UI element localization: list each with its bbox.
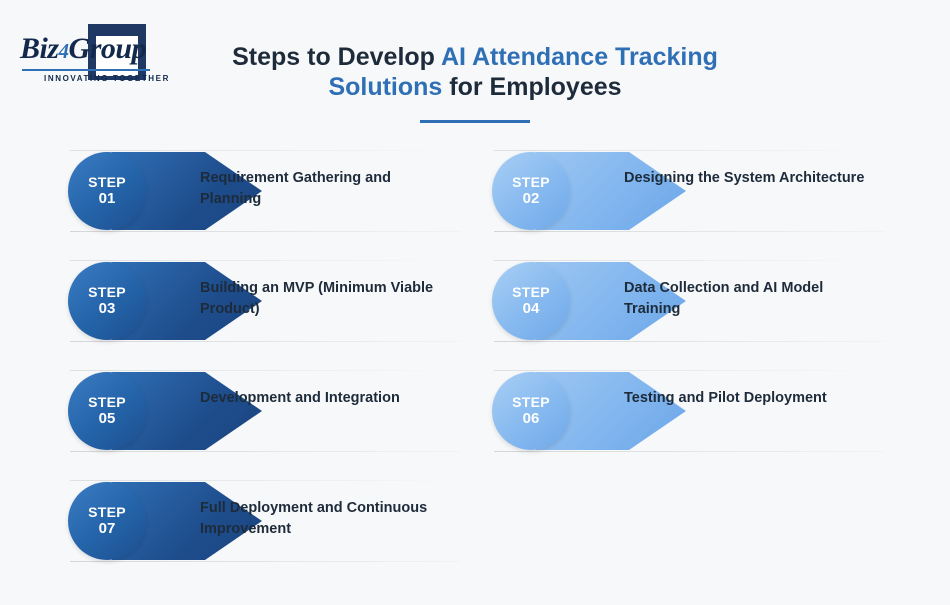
- step-title: Building an MVP (Minimum Viable Product): [200, 280, 434, 317]
- step-badge-number: 04: [522, 300, 540, 318]
- step-baseline: [70, 341, 460, 342]
- step-badge-number: 06: [522, 410, 540, 428]
- logo-tagline: INNOVATING TOGETHER: [44, 74, 170, 83]
- step-badge: [68, 482, 146, 560]
- steps-column-right: [484, 142, 884, 472]
- logo-name-part2: Group: [68, 32, 147, 65]
- brand-logo: [20, 22, 200, 84]
- step-badge-number: 01: [98, 190, 116, 208]
- step-baseline: [494, 341, 884, 342]
- step-baseline: [70, 231, 460, 232]
- title-line1-accent: AI Attendance Tracking: [440, 43, 718, 71]
- step-item: [60, 252, 460, 348]
- logo-name-four: 4: [58, 39, 69, 63]
- title-underline: [420, 120, 530, 123]
- logo-divider: [22, 69, 150, 71]
- step-title: Testing and Pilot Deployment: [624, 390, 827, 406]
- step-topline: [494, 150, 880, 151]
- step-badge-number: 07: [98, 520, 116, 538]
- title-line2-plain: for Employees: [442, 73, 622, 101]
- logo-wordmark: [20, 32, 146, 66]
- step-badge-word: STEP: [88, 284, 126, 301]
- step-badge: [492, 262, 570, 340]
- step-badge-word: STEP: [88, 394, 126, 411]
- step-title: Full Deployment and Continuous Improvement: [200, 500, 428, 537]
- step-topline: [494, 260, 880, 261]
- step-item: [484, 362, 884, 458]
- steps-column-left: [60, 142, 460, 582]
- step-title: Data Collection and AI Model Training: [624, 280, 824, 317]
- step-title: Requirement Gathering and Planning: [200, 170, 391, 207]
- step-topline: [494, 370, 880, 371]
- step-topline: [70, 370, 456, 371]
- step-baseline: [494, 451, 884, 452]
- step-item: [484, 252, 884, 348]
- logo-name-part1: Biz: [20, 32, 59, 65]
- step-item: [60, 362, 460, 458]
- step-baseline: [494, 231, 884, 232]
- step-badge-number: 05: [98, 410, 116, 428]
- step-topline: [70, 150, 456, 151]
- title-line1-plain: Steps to Develop: [232, 43, 441, 71]
- step-badge-word: STEP: [512, 394, 550, 411]
- step-title: Designing the System Architecture: [624, 170, 865, 186]
- step-baseline: [70, 451, 460, 452]
- step-badge: [68, 372, 146, 450]
- step-badge-number: 03: [98, 300, 116, 318]
- step-title: Development and Integration: [200, 390, 400, 406]
- step-badge-word: STEP: [512, 284, 550, 301]
- step-badge-word: STEP: [88, 504, 126, 521]
- step-badge: [68, 152, 146, 230]
- step-badge-word: STEP: [88, 174, 126, 191]
- step-item: [484, 142, 884, 238]
- step-topline: [70, 480, 456, 481]
- page-title: [190, 42, 760, 102]
- step-badge-word: STEP: [512, 174, 550, 191]
- step-badge: [492, 152, 570, 230]
- step-badge-number: 02: [522, 190, 540, 208]
- step-item: [60, 472, 460, 568]
- step-badge: [68, 262, 146, 340]
- step-badge: [492, 372, 570, 450]
- step-item: [60, 142, 460, 238]
- step-baseline: [70, 561, 460, 562]
- title-line2-accent: Solutions: [328, 73, 443, 101]
- step-topline: [70, 260, 456, 261]
